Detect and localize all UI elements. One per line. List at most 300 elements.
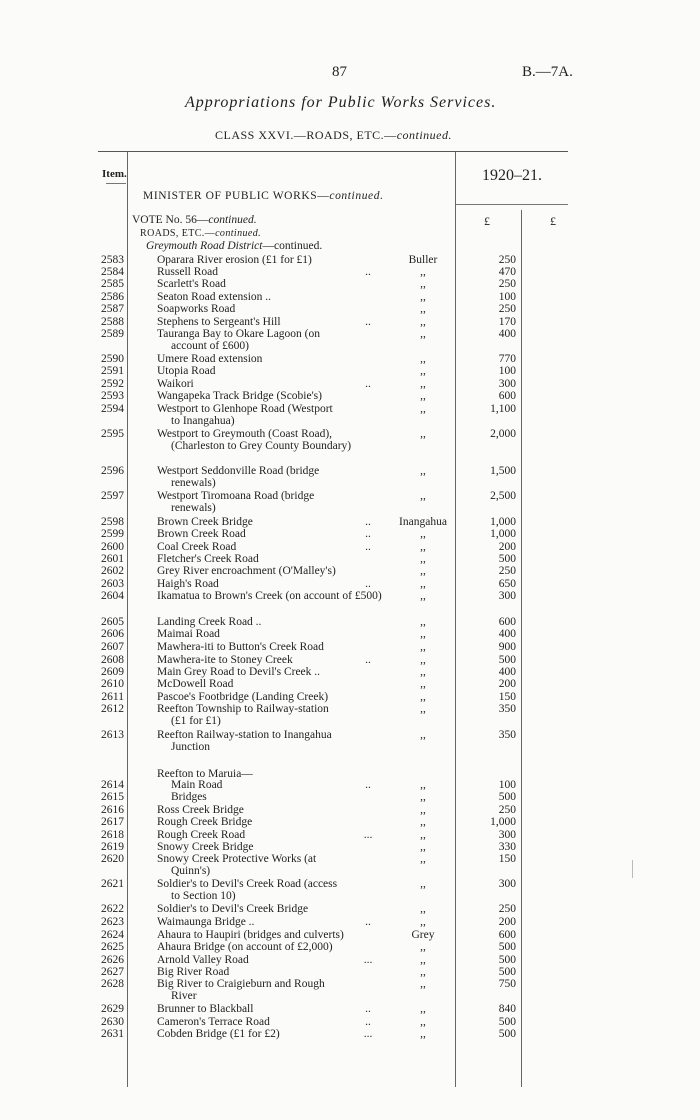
leader-dots: .. [365,1003,371,1015]
item-number: 2631 [101,1028,124,1040]
item-description [157,804,382,816]
leader-dots: .. [365,779,371,791]
vote-heading [132,214,257,226]
item-description [157,966,382,978]
amount: 250 [498,278,516,290]
item-number: 2622 [101,903,124,915]
amount: 400 [498,628,516,640]
amount: 1,100 [490,403,516,415]
leader-dots: .. [365,654,371,666]
year-column-header: 1920–21. [482,167,542,184]
item-description [171,791,382,803]
item-number: 2620 [101,853,124,865]
amount: 200 [498,916,516,928]
item-number: 2625 [101,941,124,953]
amount: 200 [498,541,516,553]
item-description-text: Big River to Craigieburn and Rough [157,978,325,990]
item-description-continuation: Junction [171,741,210,753]
electoral-district: ,, [420,941,426,953]
amount: 770 [498,353,516,365]
item-number: 2629 [101,1003,124,1015]
class-heading [215,128,452,143]
electoral-district: ,, [420,490,426,502]
item-number: 2594 [101,403,124,415]
item-description [157,978,382,1002]
leader-dots: ... [363,954,373,966]
amount: 500 [498,654,516,666]
item-description [157,565,382,577]
item-description-text: Grey River encroachment (O'Malley's) [157,565,336,577]
item-description-text: Mawhera-iti to Button's Creek Road [157,641,324,653]
electoral-district: ,, [420,978,426,990]
amount: 330 [498,841,516,853]
item-description-continuation: renewals) [171,477,216,489]
amount: 500 [498,553,516,565]
item-description-text: Pascoe's Footbridge (Landing Creek) [157,691,329,703]
item-number: 2627 [101,966,124,978]
reefton-maruia-subheading: Reefton to Maruia— [157,768,253,780]
electoral-district: ,, [420,829,426,841]
item-number: 2615 [101,791,124,803]
item-description [157,916,382,928]
document-code: B.—7A. [522,64,573,80]
item-description-text: Scarlett's Road [157,278,226,290]
amount: 250 [498,804,516,816]
amount: 2,000 [490,428,516,440]
item-description-text: Rough Creek Road [157,829,246,841]
item-number: 2624 [101,929,124,941]
amount: 300 [498,378,516,390]
item-description-text: Fletcher's Creek Road [157,553,259,565]
item-description [157,316,382,328]
item-description-text: Soldier's to Devil's Creek Road (access [157,878,338,890]
amount: 600 [498,929,516,941]
electoral-district: ,, [420,916,426,928]
leader-dots: ... [363,1028,373,1040]
item-description [157,490,382,514]
item-description-text: Landing Creek Road .. [157,616,262,628]
amount: 1,000 [490,516,516,528]
electoral-district: ,, [420,1003,426,1015]
item-description-text: Haigh's Road [157,578,219,590]
year-header-underline [456,204,568,205]
electoral-district: ,, [420,628,426,640]
electoral-district: ,, [420,541,426,553]
item-description-text: Coal Creek Road [157,541,237,553]
district-heading [146,240,322,252]
item-description [157,465,382,489]
item-column-header: Item. [102,168,127,180]
item-description [157,541,382,553]
roads-continued: continued. [215,228,262,239]
item-description [157,903,382,915]
electoral-district: ,, [420,954,426,966]
item-description-text: Ikamatua to Brown's Creek (on account of £500) [157,590,382,602]
item-number: 2598 [101,516,124,528]
item-description-text: Bridges [171,791,207,803]
item-description [157,590,382,602]
leader-dots: .. [365,916,371,928]
electoral-district: ,, [420,641,426,653]
item-description-text: Brown Creek Bridge [157,516,253,528]
item-number: 2614 [101,779,124,791]
item-description-text: Waikori [157,378,194,390]
item-number: 2602 [101,565,124,577]
item-description [157,941,382,953]
electoral-district: ,, [420,779,426,791]
amount: 170 [498,316,516,328]
amount: 1,000 [490,528,516,540]
item-description [157,954,382,966]
item-description [171,779,382,791]
item-number: 2591 [101,365,124,377]
item-number: 2626 [101,954,124,966]
amount: 840 [498,1003,516,1015]
item-header-underline [106,183,126,184]
amount: 650 [498,578,516,590]
leader-dots: .. [365,528,371,540]
item-number: 2584 [101,266,124,278]
electoral-district: ,, [420,841,426,853]
item-description-text: McDowell Road [157,678,234,690]
item-number: 2605 [101,616,124,628]
electoral-district: ,, [420,403,426,415]
amount: 500 [498,1028,516,1040]
item-number: 2608 [101,654,124,666]
amount: 400 [498,666,516,678]
electoral-district: ,, [420,578,426,590]
item-number: 2593 [101,390,124,402]
electoral-district: ,, [420,878,426,890]
amount: 250 [498,254,516,266]
amount: 500 [498,954,516,966]
item-description-continuation: Quinn's) [171,865,211,877]
item-description [157,654,382,666]
electoral-district: ,, [420,390,426,402]
amount: 300 [498,590,516,602]
item-description-text: Oparara River erosion (£1 for £1) [157,254,312,266]
item-description [157,266,382,278]
electoral-district: ,, [420,666,426,678]
district-continued: —continued. [262,240,323,252]
item-description [157,528,382,540]
amount: 900 [498,641,516,653]
item-description-text: Wangapeka Track Bridge (Scobie's) [157,390,322,402]
item-number: 2592 [101,378,124,390]
item-number: 2606 [101,628,124,640]
item-description [157,303,382,315]
electoral-district: Grey [411,929,435,941]
amount: 150 [498,691,516,703]
amount: 470 [498,266,516,278]
item-description-continuation: (£1 for £1) [171,715,221,727]
item-number: 2619 [101,841,124,853]
electoral-district: Inangahua [399,516,447,528]
item-description [157,278,382,290]
item-description-continuation: renewals) [171,502,216,514]
item-description [157,365,382,377]
item-number: 2603 [101,578,124,590]
item-description [157,390,382,402]
item-description-text: Main Road [171,779,223,791]
leader-dots: .. [365,541,371,553]
item-description-text: Reefton Railway-station to Inangahua [157,729,332,741]
amount: 300 [498,878,516,890]
item-description-text: Utopia Road [157,365,216,377]
amount: 250 [498,303,516,315]
item-description [157,428,382,452]
item-description [157,1028,382,1040]
amount: 750 [498,978,516,990]
item-description [157,578,382,590]
item-number: 2595 [101,428,124,440]
minister-heading [143,190,384,202]
item-description-text: Westport to Glenhope Road (Westport [157,403,333,415]
item-number: 2599 [101,528,124,540]
item-number: 2611 [101,691,124,703]
item-description [157,703,382,727]
table-top-rule [98,151,568,152]
item-description-continuation: to Section 10) [171,890,236,902]
amount: 1,000 [490,816,516,828]
leader-dots: .. [365,266,371,278]
item-number: 2588 [101,316,124,328]
electoral-district: ,, [420,291,426,303]
amount: 500 [498,1016,516,1028]
minister-label: MINISTER OF PUBLIC WORKS— [143,190,330,202]
item-description [157,853,382,877]
item-description-text: Cobden Bridge (£1 for £2) [157,1028,280,1040]
roads-heading [140,228,261,239]
electoral-district: ,, [420,816,426,828]
item-number: 2583 [101,254,124,266]
vote-continued: continued. [208,214,257,226]
electoral-district: ,, [420,691,426,703]
electoral-district: ,, [420,528,426,540]
leader-dots: .. [365,378,371,390]
amount-column-mid-rule [521,210,522,1087]
vote-label: VOTE No. 56— [132,214,209,226]
minister-continued: continued. [329,190,384,202]
item-description-text: Arnold Valley Road [157,954,249,966]
electoral-district: ,, [420,791,426,803]
item-description-text: Ahaura Bridge (on account of £2,000) [157,941,333,953]
item-description [157,378,382,390]
electoral-district: ,, [420,353,426,365]
item-description [157,1003,382,1015]
item-number: 2616 [101,804,124,816]
item-description-text: Tauranga Bay to Okare Lagoon (on [157,328,321,340]
item-description-text: Westport Seddonville Road (bridge [157,465,320,477]
amount: 400 [498,328,516,340]
item-description-text: Umere Road extension [157,353,263,365]
leader-dots: .. [365,316,371,328]
item-description-continuation: River [171,990,197,1002]
electoral-district: ,, [420,465,426,477]
electoral-district: ,, [420,378,426,390]
item-description-text: Mawhera-ite to Stoney Creek [157,654,293,666]
item-number: 2589 [101,328,124,340]
item-description [157,328,382,352]
item-number: 2621 [101,878,124,890]
item-description-text: Waimaunga Bridge .. [157,916,255,928]
electoral-district: Buller [408,254,438,266]
item-number: 2596 [101,465,124,477]
amount: 600 [498,390,516,402]
item-description-continuation: account of £600) [171,340,249,352]
electoral-district: ,, [420,853,426,865]
item-number: 2590 [101,353,124,365]
item-number: 2601 [101,553,124,565]
amount: 350 [498,703,516,715]
item-description [157,878,382,902]
item-number: 2630 [101,1016,124,1028]
currency-symbol: £ [484,214,490,228]
electoral-district: ,, [420,1028,426,1040]
item-number: 2618 [101,829,124,841]
electoral-district: ,, [420,428,426,440]
leader-dots: ... [363,829,373,841]
item-description-text: Brunner to Blackball [157,1003,254,1015]
item-description [157,1016,382,1028]
item-description-text: Westport to Greymouth (Coast Road), [157,428,333,440]
electoral-district: ,, [420,565,426,577]
electoral-district: ,, [420,553,426,565]
item-description-text: Rough Creek Bridge [157,816,253,828]
item-number: 2586 [101,291,124,303]
amount: 500 [498,791,516,803]
leader-dots: .. [365,578,371,590]
amount-column-left-rule [455,152,456,1087]
electoral-district: ,, [420,303,426,315]
electoral-district: ,, [420,278,426,290]
item-description-text: Snowy Creek Bridge [157,841,254,853]
item-number: 2613 [101,729,124,741]
amount: 250 [498,565,516,577]
roads-label: ROADS, ETC.— [140,228,216,239]
item-description-continuation: (Charleston to Grey County Boundary) [171,440,352,452]
page-number: 87 [332,64,347,80]
item-description-text: Soapworks Road [157,303,236,315]
item-description [157,929,382,941]
amount: 1,500 [490,465,516,477]
item-description-text: Seaton Road extension .. [157,291,272,303]
amount: 100 [498,291,516,303]
item-description [157,403,382,427]
amount: 600 [498,616,516,628]
item-number: 2587 [101,303,124,315]
item-description-text: Reefton Township to Railway-station [157,703,329,715]
item-number: 2600 [101,541,124,553]
amount: 500 [498,966,516,978]
item-description [157,691,382,703]
item-description [157,841,382,853]
item-description [157,254,382,266]
item-description-text: Maimai Road [157,628,220,640]
item-number: 2612 [101,703,124,715]
item-description-text: Ross Creek Bridge [157,804,244,816]
amount: 100 [498,365,516,377]
item-description-text: Russell Road [157,266,219,278]
amount: 200 [498,678,516,690]
item-description [157,729,382,753]
item-description [157,353,382,365]
item-description-text: Brown Creek Road [157,528,246,540]
item-number: 2597 [101,490,124,502]
item-description [157,816,382,828]
electoral-district: ,, [420,365,426,377]
electoral-district: ,, [420,1016,426,1028]
item-column-rule [127,152,128,1087]
item-description-text: Ahaura to Haupiri (bridges and culverts) [157,929,344,941]
amount: 150 [498,853,516,865]
amount: 250 [498,903,516,915]
electoral-district: ,, [420,616,426,628]
amount: 500 [498,941,516,953]
amount: 350 [498,729,516,741]
leader-dots: .. [365,516,371,528]
item-number: 2585 [101,278,124,290]
item-description-text: Big River Road [157,966,230,978]
item-number: 2604 [101,590,124,602]
item-number: 2607 [101,641,124,653]
electoral-district: ,, [420,590,426,602]
currency-symbol: £ [550,214,556,228]
item-description [157,641,382,653]
electoral-district: ,, [420,903,426,915]
electoral-district: ,, [420,316,426,328]
electoral-district: ,, [420,729,426,741]
leader-dots: .. [365,1016,371,1028]
item-description [157,291,382,303]
electoral-district: ,, [420,804,426,816]
item-description-text: Stephens to Sergeant's Hill [157,316,281,328]
electoral-district: ,, [420,266,426,278]
electoral-district: ,, [420,966,426,978]
page-title: Appropriations for Public Works Services. [185,94,497,111]
class-label: CLASS XXVI.—ROADS, ETC.— [215,128,397,142]
amount: 300 [498,829,516,841]
item-number: 2623 [101,916,124,928]
class-continued: continued. [396,128,453,142]
item-description-text: Westport Tiromoana Road (bridge [157,490,315,502]
district-label: Greymouth Road District [146,240,263,252]
item-description [157,616,382,628]
item-description-continuation: to Inangahua) [171,415,235,427]
item-description-text: Main Grey Road to Devil's Creek .. [157,666,321,678]
page-edge-mark [632,860,633,878]
item-description [157,628,382,640]
item-description-text: Snowy Creek Protective Works (at [157,853,317,865]
electoral-district: ,, [420,328,426,340]
item-number: 2610 [101,678,124,690]
electoral-district: ,, [420,703,426,715]
item-description [157,678,382,690]
item-number: 2609 [101,666,124,678]
item-description-text: Cameron's Terrace Road [157,1016,270,1028]
electoral-district: ,, [420,678,426,690]
item-description-text: Soldier's to Devil's Creek Bridge [157,903,309,915]
amount: 100 [498,779,516,791]
item-description [157,666,382,678]
item-number: 2628 [101,978,124,990]
electoral-district: ,, [420,654,426,666]
item-description [157,829,382,841]
item-number: 2617 [101,816,124,828]
item-description [157,553,382,565]
item-description [157,516,382,528]
amount: 2,500 [490,490,516,502]
